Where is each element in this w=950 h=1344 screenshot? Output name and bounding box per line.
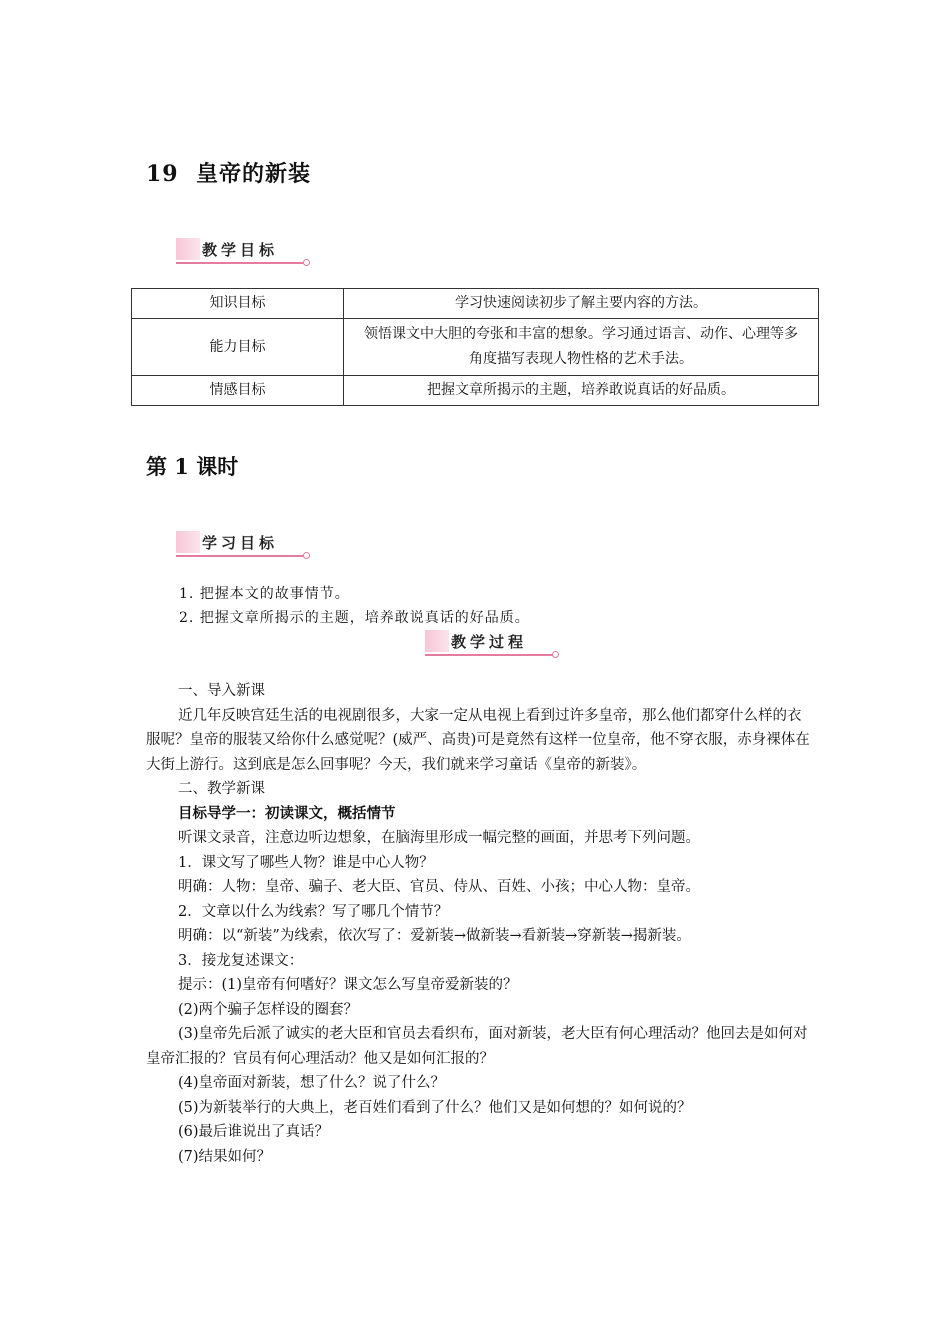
teaching-process-body <box>146 679 814 1169</box>
answer: 明确：人物：皇帝、骗子、老大臣、官员、侍从、百姓、小孩；中心人物：皇帝。 <box>178 879 700 895</box>
badge-dot-icon <box>303 552 310 559</box>
section-heading: 一、导入新课 <box>178 683 265 699</box>
hint: (7)结果如何？ <box>178 1148 272 1165</box>
question: 1．课文写了哪些人物？谁是中心人物？ <box>178 854 434 871</box>
subsection-heading: 目标导学一：初读课文，概括情节 <box>178 805 396 822</box>
lesson-heading <box>146 157 311 188</box>
badge-dot-icon <box>303 259 310 266</box>
question: 2．文章以什么为线索？写了哪几个情节？ <box>178 903 449 920</box>
period-title: 第 1 课时 <box>146 454 239 479</box>
hint: (4)皇帝面对新装，想了什么？说了什么？ <box>178 1075 446 1091</box>
lesson-number: 19 <box>146 161 179 187</box>
goal-value: 领悟课文中大胆的夸张和丰富的想象。学习通过语言、动作、心理等多角度描写表现人物性格的艺术手法。 <box>344 319 819 376</box>
answer: 明确：以“新装”为线索，依次写了：爱新装→做新装→看新装→穿新装→揭新装。 <box>178 928 691 944</box>
section-heading: 二、教学新课 <box>178 781 265 797</box>
goal-label: 情感目标 <box>132 376 344 406</box>
lesson-title: 皇帝的新装 <box>196 161 312 187</box>
hint: (3)皇帝先后派了诚实的老大臣和官员去看织布，面对新装，老大臣有何心理活动？他回去是如何对皇帝汇报的？官员有何心理活动？他又是如何汇报的？ <box>146 1026 808 1067</box>
paragraph: 听课文录音，注意边听边想象，在脑海里形成一幅完整的画面，并思考下列问题。 <box>178 830 700 846</box>
badge-dot-icon <box>552 651 559 658</box>
learning-goals-badge: 学习目标 <box>176 531 312 561</box>
table-row <box>132 376 819 406</box>
table-row <box>132 289 819 319</box>
list-item: 2. 把握文章所揭示的主题，培养敢说真话的好品质。 <box>179 610 530 626</box>
hint: (6)最后谁说出了真话？ <box>178 1124 330 1140</box>
goal-value: 把握文章所揭示的主题，培养敢说真话的好品质。 <box>344 376 819 406</box>
list-item: 1. 把握本文的故事情节。 <box>179 586 350 602</box>
teaching-goals-badge: 教学目标 <box>176 238 312 268</box>
goal-label: 知识目标 <box>132 289 344 319</box>
goal-value: 学习快速阅读初步了解主要内容的方法。 <box>344 289 819 319</box>
teaching-process-badge: 教学过程 <box>425 630 561 660</box>
paragraph: 近几年反映宫廷生活的电视剧很多，大家一定从电视上看到过许多皇帝，那么他们都穿什么样的衣服呢？皇帝的服装又给你什么感觉呢？(威严、高贵)可是竟然有这样一位皇帝，他不穿衣服，赤身裸体在大街上游行。这到底是怎么回事呢？今天，我们就来学习童话《皇帝的新装》。 <box>146 707 810 773</box>
table-row <box>132 319 819 376</box>
hint: (5)为新装举行的大典上，老百姓们看到了什么？他们又是如何想的？如何说的？ <box>178 1099 692 1116</box>
hint: 提示：(1)皇帝有何嗜好？课文怎么写皇帝爱新装的？ <box>178 977 518 993</box>
hint: (2)两个骗子怎样设的圈套？ <box>178 1001 359 1018</box>
question: 3．接龙复述课文： <box>178 952 304 969</box>
goals-table <box>131 288 819 406</box>
goal-label: 能力目标 <box>132 319 344 376</box>
